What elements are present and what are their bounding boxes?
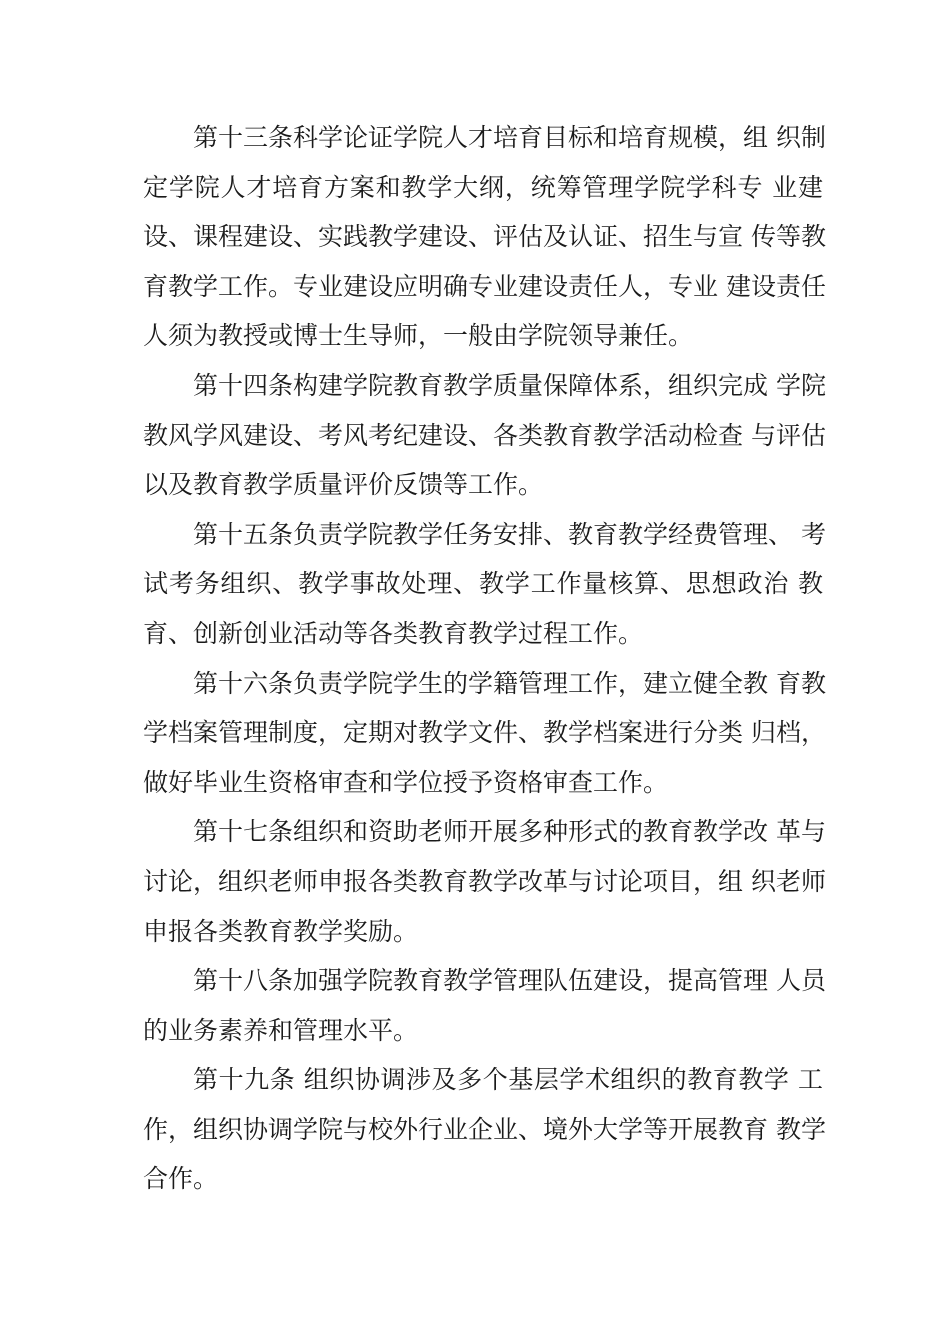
text-line: 第十三条科学论证学院人才培育目标和培育规模，组 织制 [193, 123, 826, 152]
text-line: 的业务素养和管理水平。 [143, 1015, 419, 1045]
text-line: 育教学工作。专业建设应明确专业建设责任人，专业 建设责任 [143, 271, 826, 301]
text-line: 第十八条加强学院教育教学管理队伍建设，提高管理 人员 [193, 966, 826, 996]
text-line: 试考务组织、教学事故处理、教学工作量核算、思想政治 教 [143, 569, 823, 599]
text-line: 第十九条 组织协调涉及多个基层学术组织的教育教学 工 [193, 1065, 823, 1095]
article-18 [143, 956, 826, 1055]
article-14 [143, 361, 826, 510]
text-line: 学档案管理制度，定期对教学文件、教学档案进行分类 归档， [143, 718, 826, 748]
text-line: 教风学风建设、考风考纪建设、各类教育教学活动检查 与评估 [143, 420, 826, 450]
text-line: 人须为教授或博士生导师，一般由学院领导兼任。 [143, 321, 694, 351]
text-line: 做好毕业生资格审查和学位授予资格审查工作。 [143, 767, 669, 797]
text-line: 设、课程建设、实践教学建设、评估及认证、招生与宣 传等教 [143, 222, 826, 252]
document-body [143, 113, 826, 1204]
text-line: 育、创新创业活动等各类教育教学过程工作。 [143, 618, 644, 648]
text-line: 以及教育教学质量评价反馈等工作。 [143, 470, 544, 500]
article-15 [143, 510, 826, 659]
text-line: 第十四条构建学院教育教学质量保障体系，组织完成 学院 [193, 370, 826, 400]
article-16 [143, 659, 826, 808]
text-line: 第十七条组织和资助老师开展多种形式的教育教学改 革与 [193, 817, 826, 847]
text-line: 作，组织协调学院与校外行业企业、境外大学等开展教育 教学 [143, 1114, 826, 1144]
text-line: 合作。 [143, 1164, 219, 1194]
text-line: 申报各类教育教学奖励。 [143, 916, 419, 946]
text-line: 第十五条负责学院教学任务安排、教育教学经费管理、 考 [193, 519, 826, 549]
text-line: 讨论，组织老师申报各类教育教学改革与讨论项目，组 织老师 [143, 866, 826, 896]
article-17 [143, 807, 826, 956]
article-19 [143, 1055, 826, 1204]
text-line: 定学院人才培育方案和教学大纲，统筹管理学院学科专 业建 [143, 172, 823, 202]
text-line: 第十六条负责学院学生的学籍管理工作，建立健全教 育教 [193, 668, 826, 698]
article-13 [143, 113, 826, 361]
